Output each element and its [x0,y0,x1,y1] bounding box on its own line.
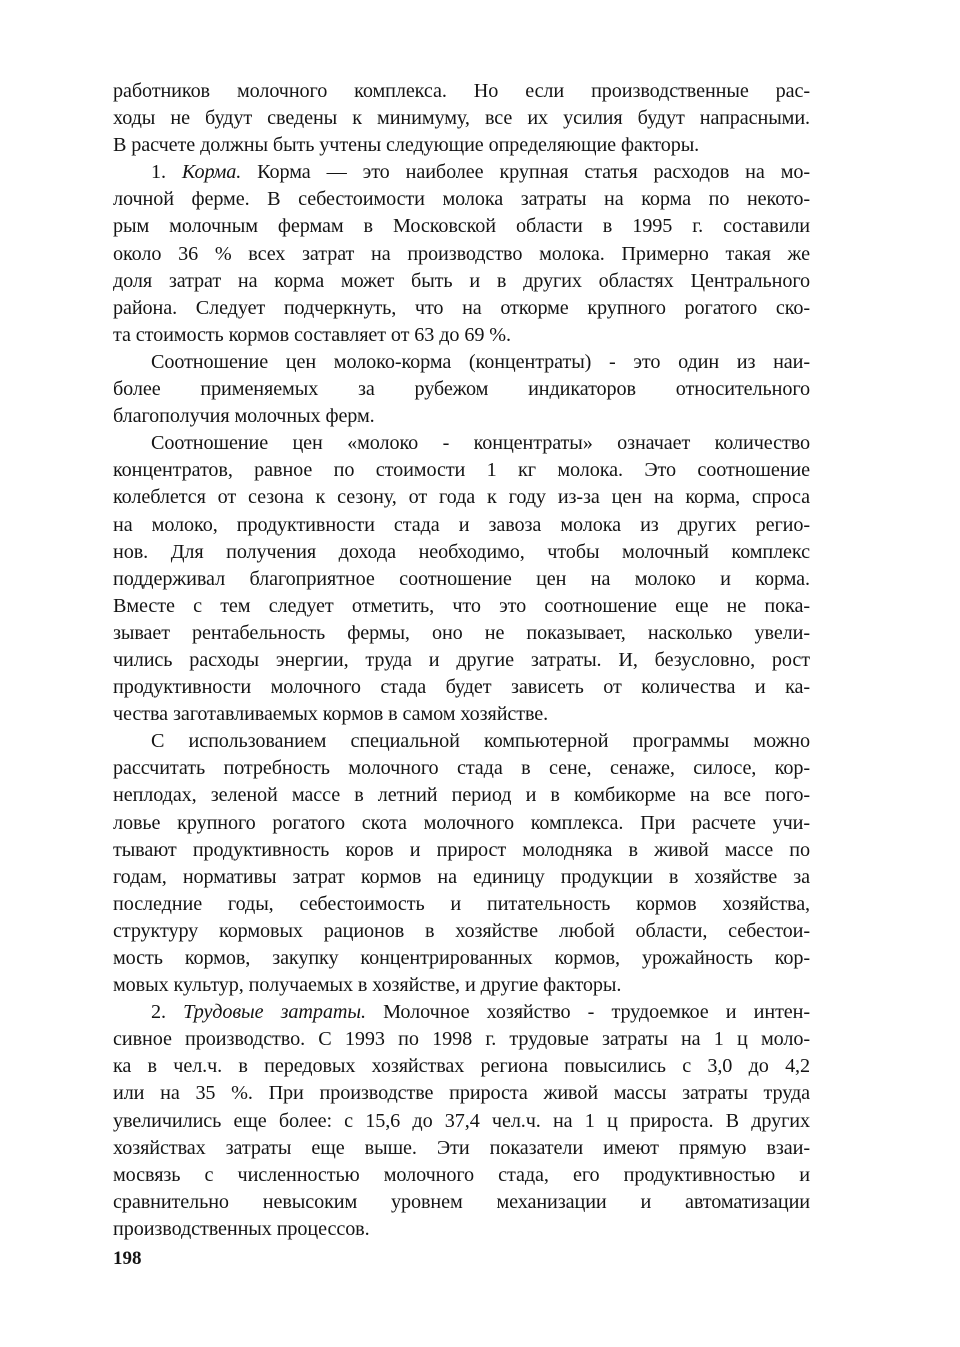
text-line [113,186,810,213]
line-text: ходы не будут сведены к минимуму, все их усилия будут напрасными. [113,107,810,130]
text-line [113,999,810,1026]
text-line [113,159,810,186]
text-line [113,891,810,918]
text-line [113,674,810,701]
text-line [113,810,810,837]
text-line [113,268,810,295]
line-text: мость кормов, закупку концентрированных кормов, урожайность кор- [113,947,810,969]
line-text: структуру кормовых рационов в хозяйстве любой области, себестои- [113,919,810,942]
text-line [113,295,810,322]
text-line [113,972,810,999]
line-text: Вместе с тем следует отметить, что это соотношение еще не пока- [113,594,810,617]
line-text: тывают продуктивность коров и прирост молодняка в живой массе по [113,838,810,861]
text-line [113,647,810,674]
text-line [113,1189,810,1216]
line-text: чились расходы энергии, труда и другие затраты. И, безусловно, рост [113,648,810,671]
text-line [113,430,810,457]
line-text: поддерживал благоприятное соотношение цен на молоко и корма. [113,567,810,590]
line-text: последние годы, себестоимость и питательность кормов хозяйства, [113,892,810,915]
text-line [113,1080,810,1107]
line-text: Соотношение цен «молоко - концентраты» означает количество [151,432,810,455]
line-text: нов. Для получения дохода необходимо, чтобы молочный комплекс [113,540,810,563]
line-text: благополучия молочных ферм. [113,405,375,428]
line-text: зывает рентабельность фермы, оно не показывает, насколько увели- [113,621,810,644]
text-line [113,512,810,539]
line-text: района. Следует подчеркнуть, что на откорме крупного рогатого ско- [113,296,810,319]
text-line [113,376,810,403]
text-line [113,593,810,620]
text-line [113,728,810,755]
text-line [113,78,810,105]
text-line [113,837,810,864]
line-text: чества заготавливаемых кормов в самом хозяйстве. [113,703,549,726]
line-text: сравнительно невысоким уровнем механизации и автоматизации [113,1190,810,1213]
text-line [113,105,810,132]
line-text: увеличились еще более: с 15,6 до 37,4 чел.ч. на 1 ц прироста. В других [113,1109,810,1132]
text-line [113,755,810,782]
line-text: годам, нормативы затрат кормов на единицу продукции в хозяйстве за [113,865,810,888]
line-text-continued: Молочное хозяйство - трудоемкое и интен- [365,1001,810,1024]
text-line [113,620,810,647]
text-line [113,864,810,891]
page-body [113,78,810,1243]
line-text: продуктивности молочного стада будет зависеть от количества и ка- [113,676,810,699]
text-line [113,322,810,349]
text-line [113,213,810,240]
line-text: неплодах, зеленой массе в летний период и в комбикорме на все пого- [113,784,810,807]
text-line [113,539,810,566]
line-text-continued: Корма — это наиболее крупная статья расходов на мо- [241,161,810,184]
text-line [113,132,810,159]
line-text: 2. [151,1001,184,1024]
text-line [113,918,810,945]
line-text: производственных процессов. [113,1217,370,1240]
line-text: та стоимость кормов составляет от 63 до 69 %. [113,323,511,346]
line-text: ка в чел.ч. в передовых хозяйствах региона повысились с 3,0 до 4,2 [113,1055,810,1078]
line-text: доля затрат на корма может быть и в других областях Центрального [113,269,810,292]
text-line [113,457,810,484]
text-line [113,701,810,728]
line-text: сивное производство. С 1993 по 1998 г. трудовые затраты на 1 ц моло- [113,1028,810,1051]
line-text: рассчитать потребность молочного стада в сене, сенаже, силосе, кор- [113,757,810,780]
line-text: рым молочным фермам в Московской области в 1995 г. составили [113,215,810,238]
line-text: мосвязь с численностью молочного стада, его продуктивностью и [113,1163,810,1186]
section-heading-italic: Трудовые затраты. [183,1001,366,1024]
line-text: 1. [151,161,182,184]
line-text: хозяйствах затраты еще выше. Эти показатели имеют прямую взаи- [113,1136,810,1159]
text-line [113,1216,810,1243]
text-line [113,484,810,511]
line-text: или на 35 %. При производстве прироста живой массы затраты труда [113,1082,810,1105]
text-line [113,782,810,809]
text-line [113,1026,810,1053]
line-text: лочной ферме. В себестоимости молока затраты на корма по некото- [113,188,810,211]
line-text: более применяемых за рубежом индикаторов относительного [113,378,810,401]
text-line [113,403,810,430]
line-text: колеблется от сезона к сезону, от года к году из-за цен на корма, спроса [113,486,810,509]
text-line [113,349,810,376]
line-text: около 36 % всех затрат на производство молока. Примерно такая же [113,242,810,265]
text-line [113,1135,810,1162]
text-line [113,1162,810,1189]
text-line [113,566,810,593]
line-text: концентратов, равное по стоимости 1 кг молока. Это соотношение [113,459,810,482]
line-text: мовых культур, получаемых в хозяйстве, и другие факторы. [113,974,622,997]
section-heading-italic: Корма. [181,161,242,184]
line-text: на молоко, продуктивности стада и завоза молока из других регио- [113,513,810,536]
text-line [113,1108,810,1135]
line-text: С использованием специальной компьютерной программы можно [151,730,810,753]
line-text: В расчете должны быть учтены следующие определяющие факторы. [113,134,700,157]
text-line [113,945,810,972]
line-text: работников молочного комплекса. Но если производственные рас- [113,80,810,102]
line-text: Соотношение цен молоко-корма (концентраты) - это один из наи- [151,350,810,373]
page-number: 198 [113,1248,142,1269]
line-text: ловье крупного рогатого скота молочного комплекса. При расчете учи- [113,811,810,834]
text-line [113,241,810,268]
text-line [113,1053,810,1080]
